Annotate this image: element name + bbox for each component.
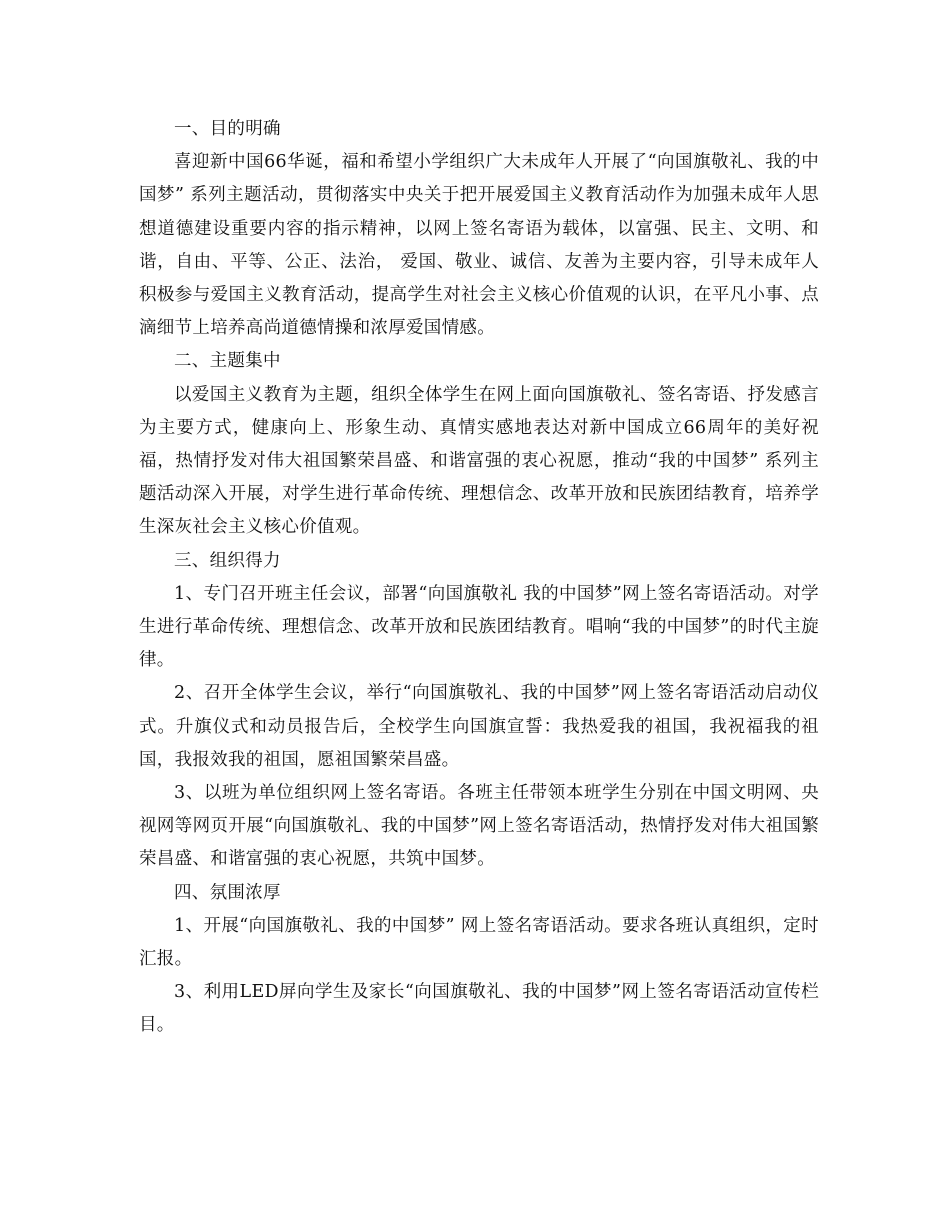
section-heading-atmosphere: 四、氛围浓厚: [174, 882, 281, 903]
document-body: [139, 113, 819, 1043]
paragraph-theme: 以爱国主义教育为主题，组织全体学生在网上面向国旗敬礼、签名寄语、抒发感言为主要方式，健康向上、形象生动、真情实感地表达对新中国成立66周年的美好祝福，热情抒发对伟大祖国繁荣昌盛、和谐富强的衷心祝愿，推动“我的中国梦” 系列主题活动深入开展，对学生进行革命传统、理想信念、改革开放和民族团结教育，培养学生深灰社会主义核心价值观。: [139, 384, 819, 538]
section-heading-organization: 三、组织得力: [174, 550, 281, 571]
paragraph-organization-3: 3、以班为单位组织网上签名寄语。各班主任带领本班学生分别在中国文明网、央视网等网页开展“向国旗敬礼、我的中国梦”网上签名寄语活动，热情抒发对伟大祖国繁荣昌盛、和谐富强的衷心祝愿，共筑中国梦。: [139, 783, 819, 870]
section-heading-purpose: 一、目的明确: [174, 119, 281, 139]
paragraph-organization-2: 2、召开全体学生会议，举行“向国旗敬礼、我的中国梦”网上签名寄语活动启动仪式。升旗仪式和动员报告后，全校学生向国旗宣誓：我热爱我的祖国，我祝福我的祖国，我报效我的祖国，愿祖国繁荣昌盛。: [139, 683, 819, 770]
paragraph-atmosphere-1: 1、开展“向国旗敬礼、我的中国梦” 网上签名寄语活动。要求各班认真组织，定时汇报。: [139, 915, 819, 970]
section-heading-theme: 二、主题集中: [174, 351, 281, 372]
paragraph-organization-1: 1、专门召开班主任会议，部署“向国旗敬礼 我的中国梦”网上签名寄语活动。对学生进行革命传统、理想信念、改革开放和民族团结教育。唱响“我的中国梦”的时代主旋律。: [139, 583, 819, 671]
paragraph-atmosphere-3: 3、利用LED屏向学生及家长“向国旗敬礼、我的中国梦”网上签名寄语活动宣传栏目。: [139, 982, 819, 1036]
paragraph-purpose: 喜迎新中国66华诞，福和希望小学组织广大未成年人开展了“向国旗敬礼、我的中国梦” 系列主题活动，贯彻落实中央关于把开展爱国主义教育活动作为加强未成年人思想道德建设重要内容的指示精神，以网上签名寄语为载体，以富强、民主、文明、和谐，自由、平等、公正、法治， 爱国、敬业、诚信、友善为主要内容，引导未成年人积极参与爱国主义教育活动，提高学生对社会主义核心价值观的认识，在平凡小事、点滴细节上培养高尚道德情操和浓厚爱国情感。: [139, 152, 819, 339]
